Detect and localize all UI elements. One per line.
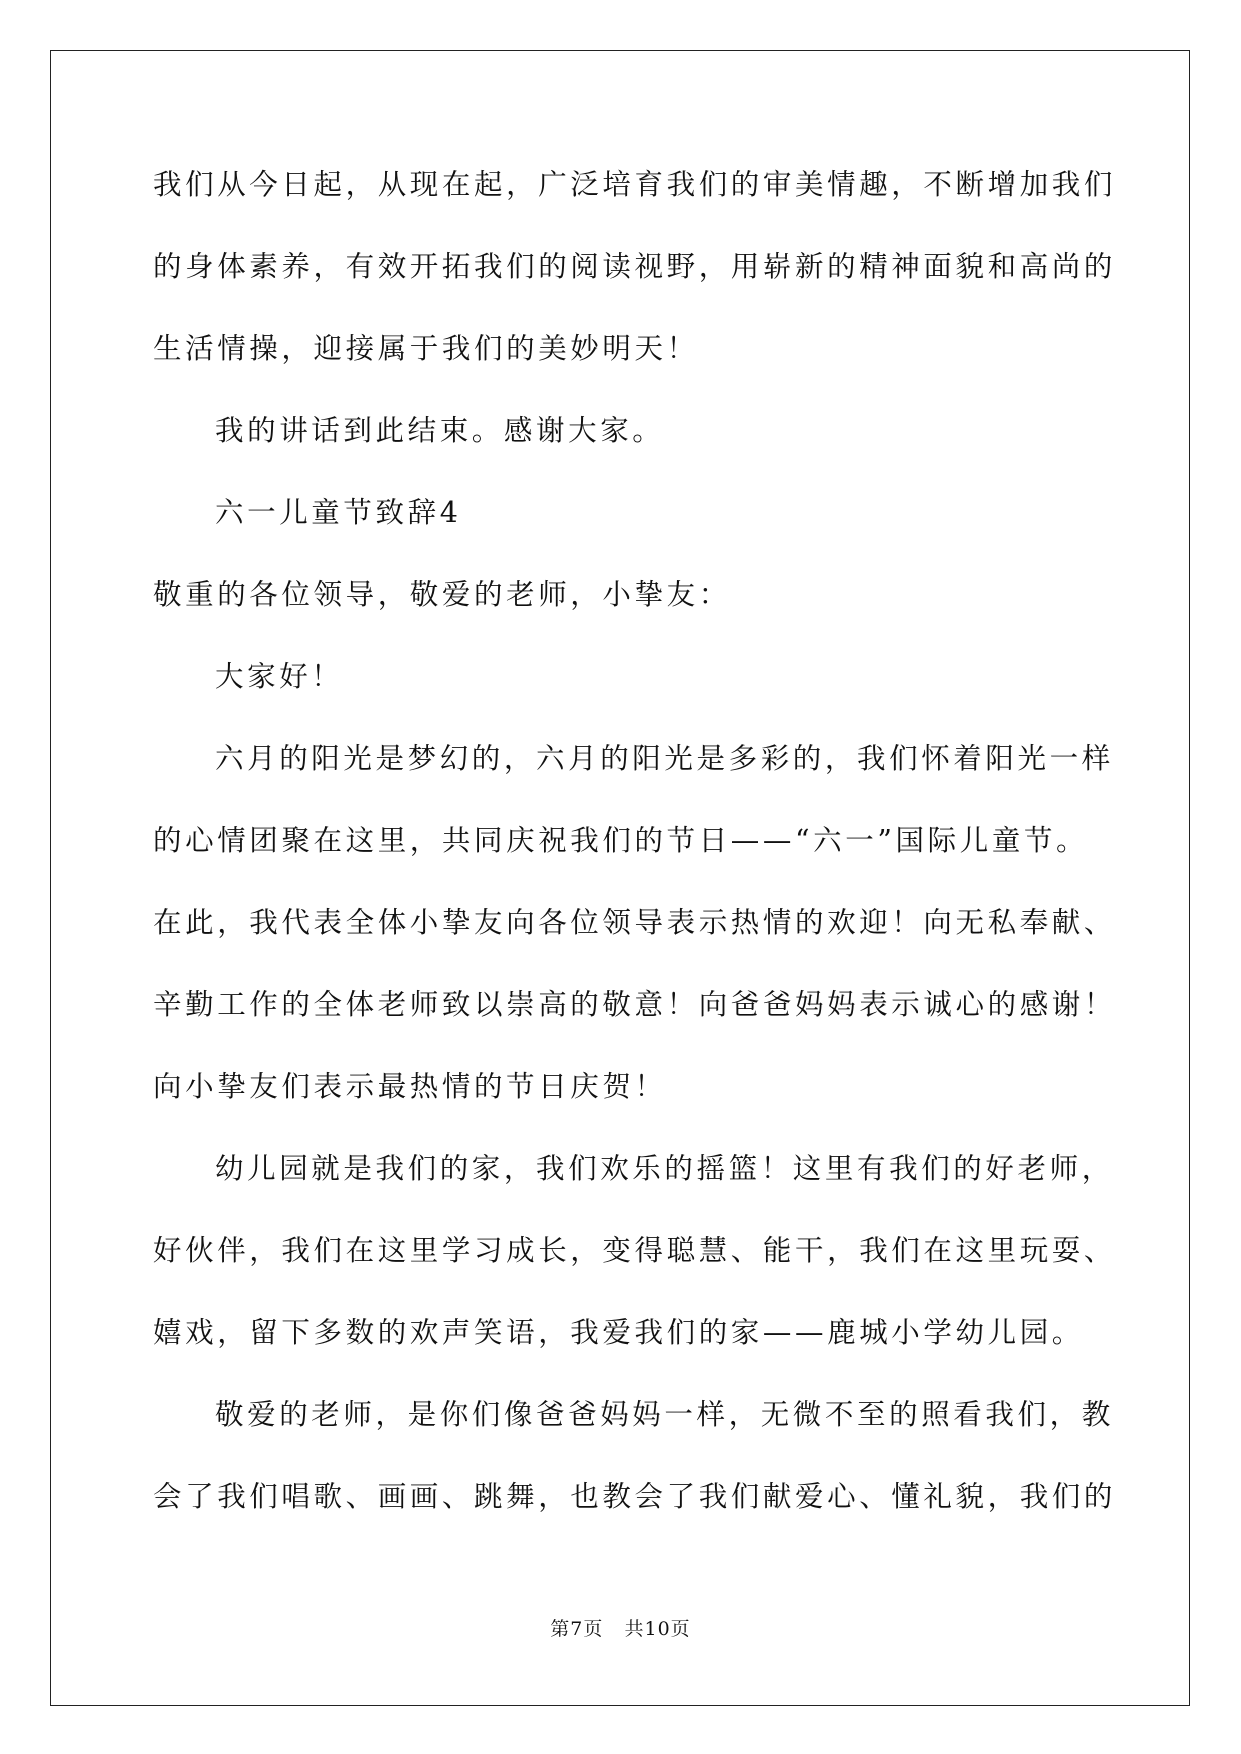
text-line: 的心情团聚在这里，共同庆祝我们的节日——“六一”国际儿童节。 [153,824,1089,857]
text-line: 六月的阳光是梦幻的，六月的阳光是多彩的，我们怀着阳光一样 [215,742,1114,775]
text-line: 我的讲话到此结束。感谢大家。 [215,414,665,447]
text-line: 的身体素养，有效开拓我们的阅读视野，用崭新的精神面貌和高尚的 [153,250,1117,283]
page-number: 第7页 共10页 [550,1618,691,1640]
text-line: 生活情操，迎接属于我们的美妙明天！ [153,332,699,365]
section-heading: 六一儿童节致辞4 [215,496,462,529]
text-line: 幼儿园就是我们的家，我们欢乐的摇篮！这里有我们的好老师， [215,1152,1114,1185]
text-line: 我们从今日起，从现在起，广泛培育我们的审美情趣，不断增加我们 [153,168,1117,201]
text-line: 辛勤工作的全体老师致以崇高的敬意！向爸爸妈妈表示诚心的感谢！ [153,988,1117,1021]
text-line: 会了我们唱歌、画画、跳舞，也教会了我们献爱心、懂礼貌，我们的 [153,1480,1117,1513]
text-line: 嬉戏，留下多数的欢声笑语，我爱我们的家——鹿城小学幼儿园。 [153,1316,1084,1349]
salutation: 敬重的各位领导，敬爱的老师，小挚友： [153,578,731,611]
document-body [153,160,1117,1554]
greeting: 大家好！ [215,660,344,693]
text-line: 在此，我代表全体小挚友向各位领导表示热情的欢迎！向无私奉献、 [153,906,1117,939]
text-line: 向小挚友们表示最热情的节日庆贺！ [153,1070,667,1103]
text-line: 敬爱的老师，是你们像爸爸妈妈一样，无微不至的照看我们，教 [215,1398,1114,1431]
text-line: 好伙伴，我们在这里学习成长，变得聪慧、能干，我们在这里玩耍、 [153,1234,1117,1267]
